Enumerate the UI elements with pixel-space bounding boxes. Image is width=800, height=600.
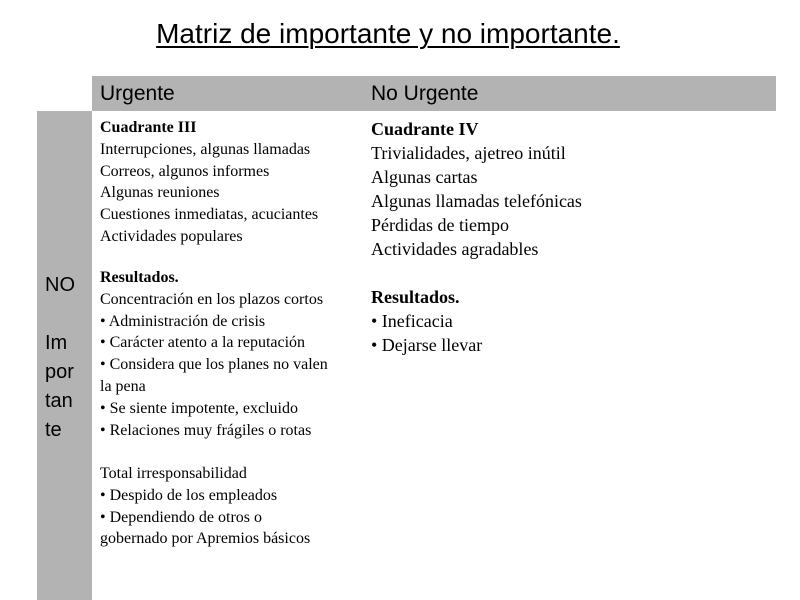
quadrant-4-results	[371, 285, 482, 357]
quadrant-4-item: Actividades agradables	[371, 239, 539, 259]
quadrant-4-result: • Ineficacia	[371, 311, 453, 331]
quadrant-3-result: Concentración en los plazos cortos	[100, 290, 324, 308]
quadrant-4	[371, 117, 582, 261]
quadrant-3-item: Algunas reuniones	[100, 184, 220, 202]
quadrant-3-result: • Carácter atento a la reputación	[100, 334, 306, 352]
quadrant-3	[100, 117, 318, 248]
quadrant-4-title: Cuadrante IV	[371, 119, 479, 139]
quadrant-3-result: • Considera que los planes no valen	[100, 356, 328, 374]
quadrant-3-extra-line: gobernado por Apremios básicos	[100, 530, 311, 548]
quadrant-3-extra-line: Total irresponsabilidad	[100, 465, 247, 482]
quadrant-3-results	[100, 267, 328, 441]
header-urgent: Urgente	[100, 82, 175, 105]
side-label-line-3: tan	[45, 390, 73, 412]
page-title: Matriz de importante y no importante.	[156, 18, 620, 49]
quadrant-3-item: Cuestiones inmediatas, acuciantes	[100, 206, 319, 224]
quadrant-3-result: • Relaciones muy frágiles o rotas	[100, 421, 312, 439]
quadrant-3-extra	[100, 463, 310, 550]
quadrant-3-result: • Administración de crisis	[100, 312, 266, 330]
quadrant-4-item: Algunas llamadas telefónicas	[371, 191, 582, 211]
quadrant-3-extra-line: • Dependiendo de otros o	[100, 508, 263, 526]
side-label-no: NO	[45, 274, 75, 296]
quadrant-4-result: • Dejarse llevar	[371, 335, 483, 355]
quadrant-4-item: Pérdidas de tiempo	[371, 215, 509, 235]
quadrant-3-title: Cuadrante III	[100, 119, 197, 136]
quadrant-4-item: Algunas cartas	[371, 167, 478, 187]
side-label-line-1: Im	[45, 332, 68, 354]
quadrant-3-item: Actividades populares	[100, 227, 243, 245]
quadrant-3-result: la pena	[100, 377, 146, 395]
quadrant-3-results-title: Resultados.	[100, 269, 179, 286]
side-label-line-2: por	[45, 361, 74, 383]
header-not-urgent: No Urgente	[371, 82, 479, 105]
quadrant-4-item: Trivialidades, ajetreo inútil	[371, 143, 566, 163]
quadrant-3-result: • Se siente impotente, excluido	[100, 399, 298, 417]
quadrant-4-results-title: Resultados.	[371, 287, 460, 307]
side-label-line-4: te	[45, 419, 62, 441]
quadrant-3-item: Interrupciones, algunas llamadas	[100, 140, 311, 158]
quadrant-3-extra-line: • Despido de los empleados	[100, 486, 278, 504]
quadrant-3-item: Correos, algunos informes	[100, 162, 270, 180]
